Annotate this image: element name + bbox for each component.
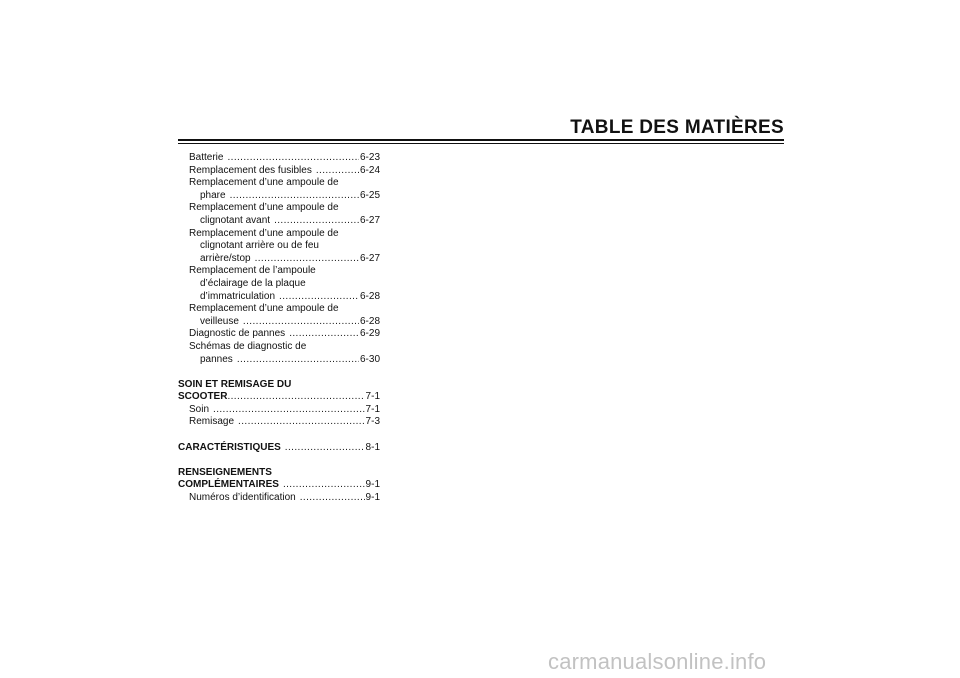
toc-leader-dots: [274, 215, 359, 228]
toc-leader-dots: [316, 165, 359, 178]
toc-entry-label: Batterie: [189, 152, 224, 163]
toc-page-number: 8-1: [365, 441, 380, 453]
toc-entry[interactable]: [178, 190, 380, 203]
toc-entry-text: [178, 278, 380, 291]
toc-entry-text: [178, 341, 380, 354]
toc-page-number: 6-28: [359, 290, 380, 302]
toc-leader-dots: [227, 391, 364, 404]
toc-spacer: [178, 454, 380, 467]
watermark: carmanualsonline.info: [548, 649, 767, 674]
toc-entry[interactable]: [178, 152, 380, 165]
toc-entry-text: [178, 303, 380, 316]
toc-page-number: 7-1: [365, 391, 380, 403]
toc-entry[interactable]: [178, 253, 380, 266]
toc-page-number: 6-29: [359, 328, 380, 340]
toc-entry[interactable]: [178, 479, 380, 492]
toc-entry-label: arrière/stop: [200, 252, 251, 264]
toc-leader-dots: [255, 253, 359, 266]
toc-entry-label: RENSEIGNEMENTS: [178, 466, 272, 478]
toc-entry-label: veilleuse: [200, 315, 239, 327]
toc-entry-text: [178, 467, 380, 480]
header-rule-thin: [178, 143, 784, 144]
toc-entry-text: [178, 177, 380, 190]
toc-page-number: 6-23: [359, 152, 380, 163]
toc-leader-dots: [230, 190, 359, 203]
toc-entry[interactable]: [178, 492, 380, 505]
toc-entry-label: COMPLÉMENTAIRES: [178, 479, 279, 491]
toc-leader-dots: [237, 354, 359, 367]
toc-page-number: 9-1: [365, 492, 380, 504]
toc-leader-dots: [279, 291, 359, 304]
toc-spacer: [178, 366, 380, 379]
toc-entry[interactable]: [178, 165, 380, 178]
toc-entry-label: Remplacement d’une ampoule de: [189, 227, 339, 239]
toc-page-number: 6-27: [359, 214, 380, 226]
toc-leader-dots: [300, 492, 365, 505]
toc-page-number: 9-1: [365, 479, 380, 491]
toc-page-number: 6-28: [359, 315, 380, 327]
toc-entry-label: d’éclairage de la plaque: [200, 277, 306, 289]
toc-entry-label: Remplacement de l’ampoule: [189, 265, 316, 277]
toc-page-number: 7-3: [365, 416, 380, 428]
toc-entry[interactable]: [178, 215, 380, 228]
toc-page-number: 6-27: [359, 252, 380, 264]
toc-leader-dots: [213, 404, 365, 417]
toc-entry-label: phare: [200, 189, 226, 201]
toc-entry-label: Remisage: [189, 416, 235, 428]
toc-entry-text: [178, 240, 380, 253]
toc-entry[interactable]: [178, 328, 380, 341]
toc-page-number: 7-1: [365, 403, 380, 415]
toc-entry-label: pannes: [200, 353, 233, 365]
header-rule-thick: [178, 139, 784, 141]
toc-entry[interactable]: [178, 391, 380, 404]
toc-entry-text: [178, 265, 380, 278]
toc-leader-dots: [243, 316, 359, 329]
toc-entry-label: Remplacement des fusibles: [189, 164, 312, 176]
toc-page-number: 6-25: [359, 189, 380, 201]
toc-leader-dots: [283, 479, 365, 492]
toc-entry[interactable]: [178, 354, 380, 367]
toc-entry-label: Remplacement d’une ampoule de: [189, 303, 339, 315]
toc-leader-dots: [238, 416, 365, 429]
toc-spacer: [178, 429, 380, 442]
toc-entry-text: [178, 228, 380, 241]
toc-entry-text: [178, 379, 380, 392]
toc-entry[interactable]: [178, 404, 380, 417]
toc-entry-label: Remplacement d’une ampoule de: [189, 177, 339, 189]
toc-entry-label: SCOOTER: [178, 391, 228, 403]
toc-entry-label: CARACTÉRISTIQUES: [178, 441, 281, 453]
toc-page-number: 6-24: [359, 164, 380, 176]
toc-entry[interactable]: [178, 316, 380, 329]
toc-leader-dots: [285, 442, 365, 455]
toc-entry-label: d’immatriculation: [200, 290, 276, 302]
toc-entry[interactable]: [178, 442, 380, 455]
toc-entry[interactable]: [178, 291, 380, 304]
toc-page-number: 6-30: [359, 353, 380, 365]
toc-entry-text: [178, 202, 380, 215]
toc-entry[interactable]: [178, 416, 380, 429]
toc-entry-label: clignotant arrière ou de feu: [200, 240, 319, 252]
toc-leader-dots: [289, 328, 359, 341]
toc-entry-label: Numéros d’identification: [189, 492, 296, 504]
toc-entry-label: Soin: [189, 403, 210, 415]
table-of-contents: [178, 152, 380, 505]
toc-entry-label: clignotant avant: [200, 214, 271, 226]
page-title: TABLE DES MATIÈRES: [570, 117, 784, 138]
toc-entry-label: Diagnostic de pannes: [189, 328, 286, 340]
toc-entry-label: Remplacement d’une ampoule de: [189, 202, 339, 214]
toc-entry-label: SOIN ET REMISAGE DU: [178, 378, 292, 390]
toc-leader-dots: [227, 152, 359, 165]
toc-entry-label: Schémas de diagnostic de: [189, 340, 307, 352]
